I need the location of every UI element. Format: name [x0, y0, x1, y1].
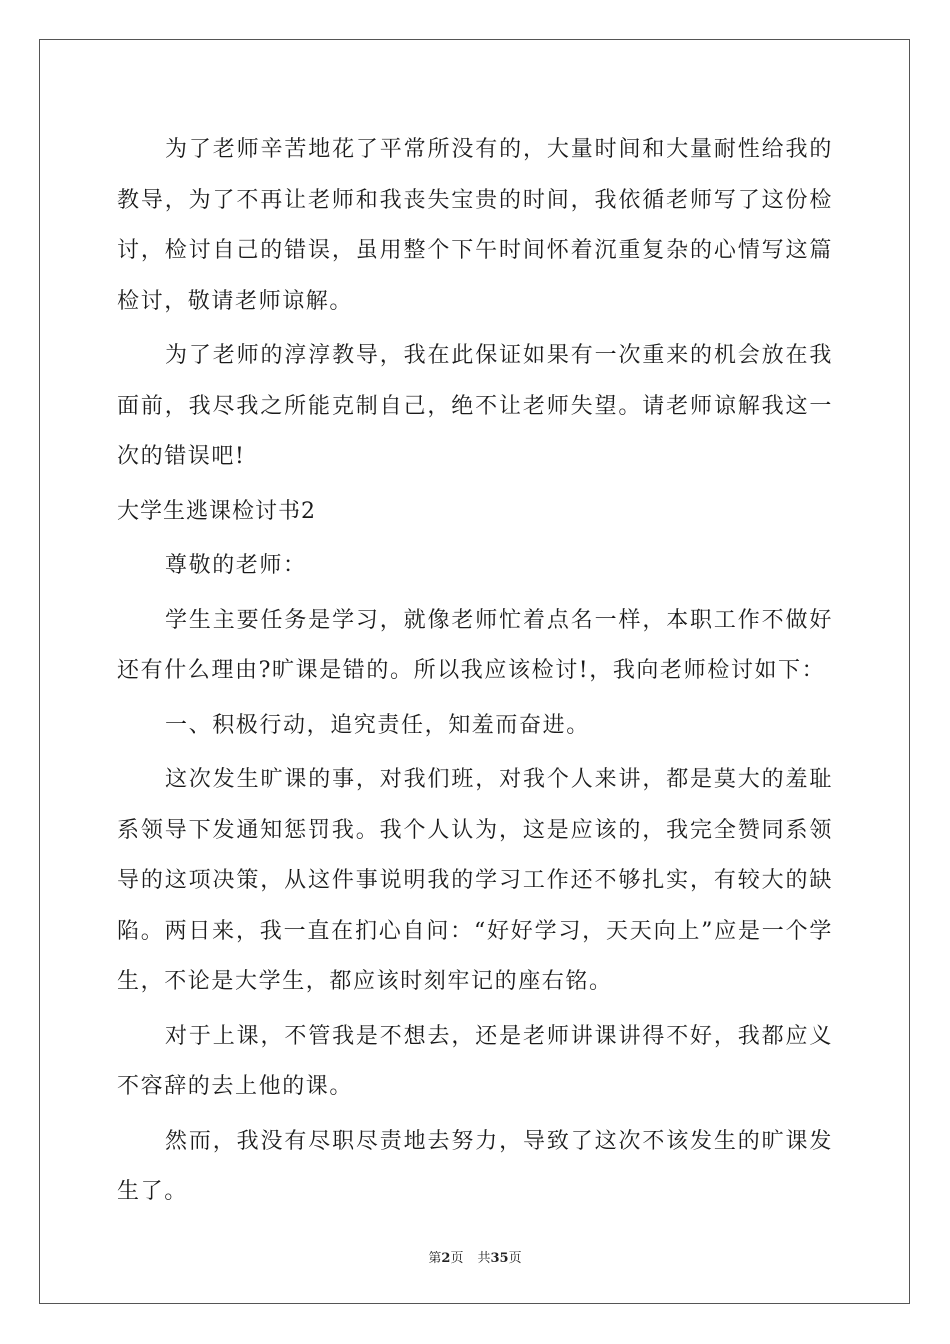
salutation: 尊敬的老师：	[165, 553, 307, 578]
paragraph-3: 学生主要任务是学习，就像老师忙着点名一样，本职工作不做好还有什么理由?旷课是错的。所以我应该检讨!，我向老师检讨如下：	[117, 607, 833, 683]
page-prefix: 第	[428, 1251, 442, 1266]
total-suffix: 页	[508, 1251, 522, 1266]
paragraph-1: 为了老师辛苦地花了平常所没有的，大量时间和大量耐性给我的教导，为了不再让老师和我丧失宝贵的时间，我依循老师写了这份检讨，检讨自己的错误，虽用整个下午时间怀着沉重复杂的心情写这篇检讨，敬请老师谅解。	[117, 137, 833, 314]
total-prefix: 共	[477, 1251, 491, 1266]
document-body	[117, 125, 833, 1222]
paragraph-6: 然而，我没有尽职尽责地去努力，导致了这次不该发生的旷课发生了。	[117, 1128, 833, 1204]
total-pages-number: 35	[490, 1251, 509, 1266]
current-page-number: 2	[441, 1251, 451, 1266]
section-heading: 大学生逃课检讨书2	[117, 498, 316, 524]
page-footer	[0, 1247, 950, 1266]
page-suffix: 页	[450, 1251, 464, 1266]
paragraph-5: 对于上课，不管我是不想去，还是老师讲课讲得不好，我都应义不容辞的去上他的课。	[117, 1023, 833, 1099]
paragraph-4: 这次发生旷课的事，对我们班，对我个人来讲，都是莫大的羞耻系领导下发通知惩罚我。我个人认为，这是应该的，我完全赞同系领导的这项决策，从这件事说明我的学习工作还不够扎实，有较大的缺陷。两日来，我一直在扪心自问：“好好学习，天天向上”应是一个学生，不论是大学生，都应该时刻牢记的座右铭。	[117, 767, 833, 994]
paragraph-2: 为了老师的淳淳教导，我在此保证如果有一次重来的机会放在我面前，我尽我之所能克制自己，绝不让老师失望。请老师谅解我这一次的错误吧!	[117, 343, 833, 469]
point-one: 一、积极行动，追究责任，知羞而奋进。	[165, 712, 590, 738]
